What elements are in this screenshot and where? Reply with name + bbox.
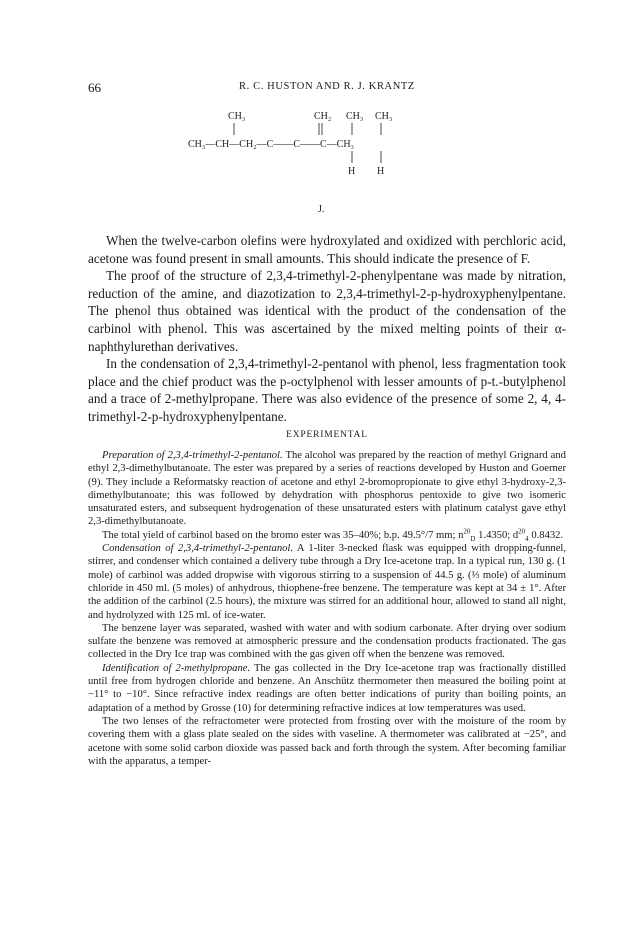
exp-paragraph-workup: The benzene layer was separated, washed with water and with sodium carbonate. After drying over sodium sulfate the benzene was removed at atmospheric pressure and the condensation products fractionated. The gas collected in the Dry Ice trap was combined with the gas given off when the benzene was removed. (88, 622, 566, 661)
exp-paragraph-refractometer: The two lenses of the refractometer were protected from frosting over with the moisture of the room by covering them with a glass plate sealed on the sides with vaseline. A thermometer was calibrated at −25°, and acetone with some solid carbon dioxide was passed back and forth through the system. After becoming familiar with the apparatus, a temper- (88, 715, 566, 767)
formula-ch2-top: CH₂ (314, 111, 332, 122)
structural-formula-svg (88, 104, 566, 244)
running-head: R. C. HUSTON AND R. J. KRANTZ (239, 81, 415, 92)
experimental-section (88, 449, 566, 768)
exp-text: 1.4350; d (478, 529, 519, 541)
exp-subheading: Condensation of 2,3,4-trimethyl-2-pentanol. (102, 543, 294, 555)
formula-ch3-top-2: CH₃ (346, 111, 364, 122)
exp-subscript: D (470, 534, 476, 543)
discussion-text (88, 232, 566, 426)
page-header (88, 80, 566, 96)
exp-text: 0.8432. (531, 529, 564, 541)
formula-h-1: H (348, 166, 356, 177)
exp-subheading: Preparation of 2,3,4-trimethyl-2-pentanol. (102, 450, 283, 461)
page-number: 66 (88, 80, 101, 95)
formula-main-chain: CH₃—CH—CH₂—C——C——C—CH₃ (188, 139, 355, 150)
exp-paragraph-yield (88, 529, 566, 542)
formula-ch3-top-3: CH₃ (375, 111, 393, 122)
exp-text: The gas collected in the Dry Ice-acetone trap was fractionally distilled until free from hydrogen chloride and benzene. An Anschütz thermometer then measured the boiling point at −11° to −10°. Since refractive index readings are often better indications of purity than boiling points, an adaptation of a method by Grosse (10) for determining refractive indices at low temperatures was used. (88, 662, 566, 714)
exp-text: A 1-liter 3-necked flask was equipped with dropping-funnel, stirrer, and condenser which contained a delivery tube through a Dry Ice-acetone trap. In a typical run, 130 g. (1 mole) of carbinol was added dropwise with vigorous stirring to a suspension of 44.5 g. (⅓ mole) of aluminum chloride in 450 ml. (5 moles) of anhydrous, thiophene-free benzene. The temperature was kept at 34 ± 1°. After the addition of the carbinol (2.5 hours), the mixture was stirred for an additional hour, allowed to stand all night, and hydrolyzed with 125 ml. of ice-water. (88, 543, 566, 621)
body-paragraph: When the twelve-carbon olefins were hydroxylated and oxidized with perchloric acid, acetone was found present in small amounts. This should indicate the presence of F. (88, 233, 566, 266)
formula-label: J. (318, 204, 325, 215)
exp-subheading: Identification of 2-methylpropane. (102, 662, 251, 674)
exp-text: The total yield of carbinol based on the bromo ester was 35–40%; b.p. 49.5°/7 mm; n (102, 529, 464, 541)
exp-superscript: 20 (463, 527, 471, 536)
exp-paragraph-condensation (88, 542, 566, 622)
exp-superscript: 20 (518, 527, 526, 536)
exp-paragraph-preparation (88, 449, 566, 529)
formula-h-2: H (377, 166, 385, 177)
exp-subscript: 4 (525, 534, 529, 543)
body-paragraph: The proof of the structure of 2,3,4-trimethyl-2-phenylpentane was made by nitration, reduction of the amine, and diazotization to 2,3,4-trimethyl-2-p-hydroxyphenylpentane. The phenol thus obtained was identical with the product of the condensation of the carbinol with phenol. This was ascertained by the mixed melting points of their α-naphthylurethan derivatives. (88, 268, 566, 354)
formula-ch3-top-1: CH₃ (228, 111, 246, 122)
structural-formula (88, 104, 566, 244)
section-heading-experimental: EXPERIMENTAL (286, 430, 368, 440)
exp-paragraph-identification (88, 662, 566, 715)
body-paragraph: In the condensation of 2,3,4-trimethyl-2-pentanol with phenol, less fragmentation took place and the chief product was the p-octylphenol with lesser amounts of p-t.-butylphenol and a trace of 2-methylpropane. There was also evidence of the presence of some 2, 4, 4-trimethyl-2-p-hydroxyphenylpentane. (88, 356, 566, 424)
exp-text: The alcohol was prepared by the reaction of methyl Grignard and ethyl 2,3-dimethylbutanoate. The ester was prepared by a series of reactions developed by Huston and Goerner (9). They include a Reformatsky reaction of acetone and ethyl 2-bromopropionate to give ethyl 3-hydroxy-2,3-dimethylbutanoate; this was followed by dehydration with phosphorus pentoxide to give two isomeric unsaturated esters, and subsequent hydrogenation of these unsaturated esters with platinum catalyst gave ethyl 2,3-dimethylbutanoate. (88, 450, 566, 528)
